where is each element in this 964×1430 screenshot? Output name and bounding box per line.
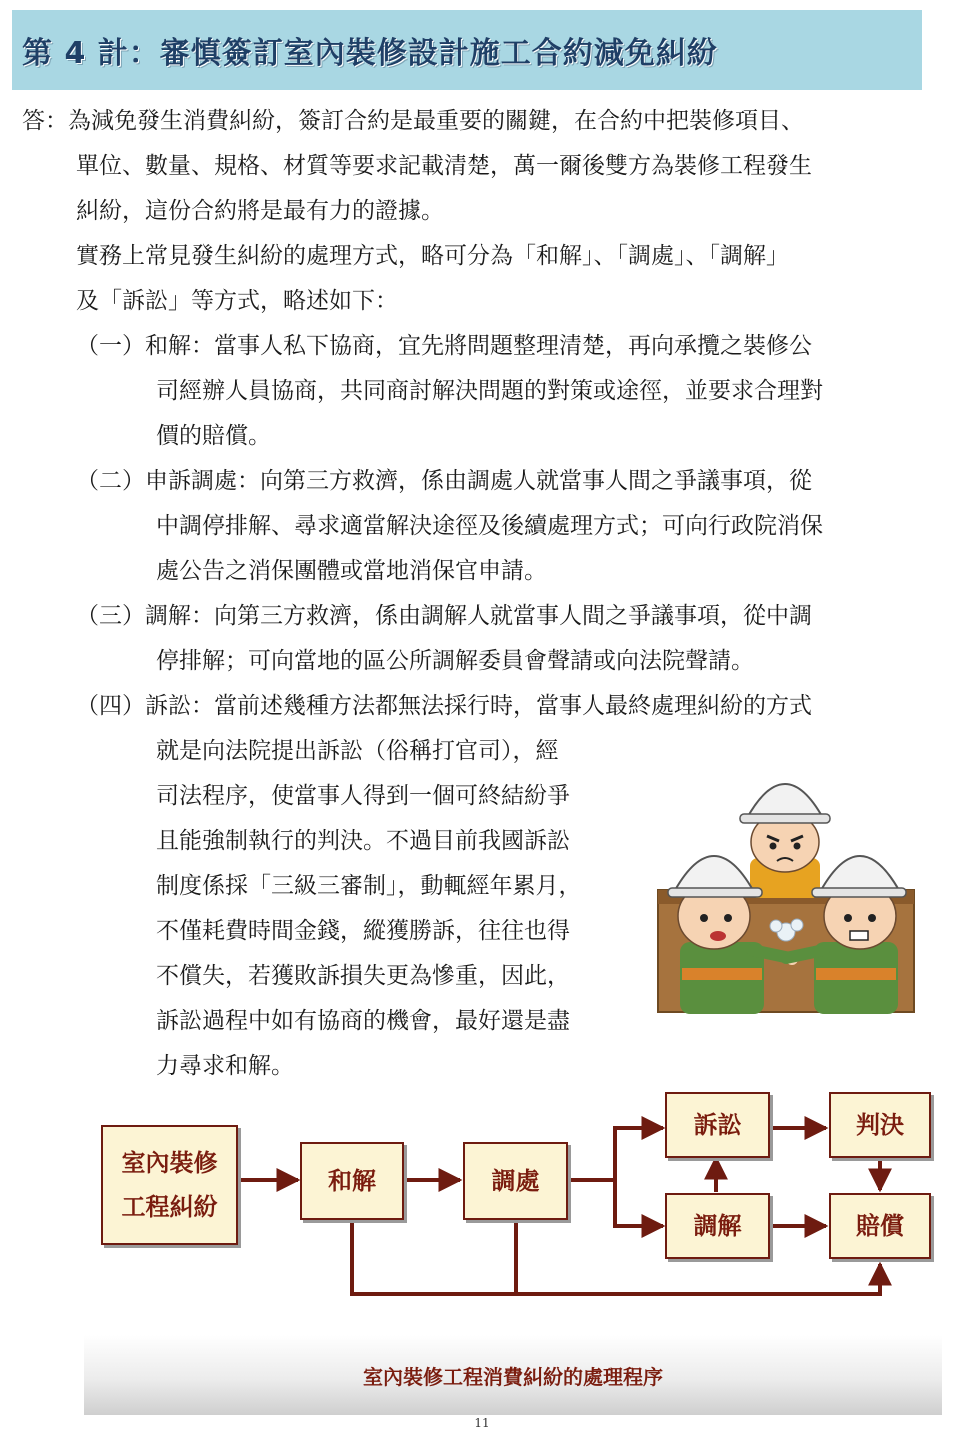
flow-start-line-2: 工程糾紛	[121, 1193, 218, 1221]
item-1-line-3: 價的賠償。	[156, 423, 271, 449]
diagram-caption-band	[84, 1335, 942, 1415]
answer-line-2: 單位、數量、規格、材質等要求記載清楚，萬一爾後雙方為裝修工程發生	[76, 153, 812, 179]
item-1-line-2: 司經辦人員協商，共同商討解決問題的對策或途徑，並要求合理對	[156, 378, 823, 404]
hardhat-left	[674, 856, 754, 892]
flow-box-mediation-consumer	[463, 1142, 568, 1220]
diagram-caption: 室內裝修工程消費糾紛的處理程序	[363, 1364, 663, 1389]
item-4-line-9: 力尋求和解。	[156, 1053, 294, 1079]
flow-box-mediation	[665, 1193, 770, 1259]
item-1-line-1: （一）和解：當事人私下協商，宜先將問題整理清楚，再向承攬之裝修公	[76, 333, 812, 359]
hardhat-right	[820, 856, 900, 892]
item-4-line-6: 不僅耗費時間金錢，縱獲勝訴，往往也得	[156, 918, 570, 944]
flow-box-settle	[300, 1142, 404, 1220]
flow-box-compensation	[829, 1193, 931, 1259]
flow-litigation-label: 訴訟	[693, 1111, 742, 1139]
item-4-line-2: 就是向法院提出訴訟（俗稱打官司），經	[156, 738, 559, 764]
arrow-mediation-to-mediate	[615, 1180, 663, 1226]
flow-box-judgment	[829, 1092, 931, 1158]
page-title: 第 4 計：審慎簽訂室內裝修設計施工合約減免糾紛	[22, 36, 718, 71]
flow-mediation-label: 調解	[693, 1212, 742, 1240]
item-4-line-3: 司法程序，使當事人得到一個可終結紛爭	[156, 783, 570, 809]
item-2-line-2: 中調停排解、尋求適當解決途徑及後續處理方式；可向行政院消保	[156, 513, 823, 539]
answer-line-1: 答：為減免發生消費糾紛，簽訂合約是最重要的關鍵，在合約中把裝修項目、	[22, 108, 804, 134]
flow-judgment-label: 判決	[856, 1111, 904, 1139]
item-4-line-4: 且能強制執行的判決。不過目前我國訴訟	[156, 828, 570, 854]
item-3-line-1: （三）調解：向第三方救濟，係由調解人就當事人間之爭議事項，從中調	[76, 603, 812, 629]
flow-box-start	[101, 1125, 238, 1245]
item-2-line-1: （二）申訴調處：向第三方救濟，係由調處人就當事人間之爭議事項，從	[76, 468, 812, 494]
page-number: 11	[474, 1416, 490, 1430]
worker-back	[740, 784, 830, 898]
flow-mediation-consumer-label: 調處	[491, 1167, 540, 1195]
flow-compensation-label: 賠償	[856, 1212, 904, 1240]
hardhat-back	[747, 784, 823, 818]
arrow-settle-to-compensation	[352, 1220, 880, 1294]
item-4-line-1: （四）訴訟：當前述幾種方法都無法採行時，當事人最終處理糾紛的方式	[76, 693, 812, 719]
answer-line-4: 實務上常見發生糾紛的處理方式，略可分為「和解」、「調處」、「調解」	[76, 243, 789, 269]
answer-line-3: 糾紛，這份合約將是最有力的證據。	[76, 198, 444, 224]
flow-box-litigation	[665, 1092, 770, 1158]
arguing-workers-illustration	[652, 740, 920, 1015]
item-4-line-7: 不償失，若獲敗訴損失更為慘重，因此，	[156, 963, 570, 989]
item-4-line-5: 制度係採「三級三審制」，動輒經年累月，	[156, 873, 582, 899]
flow-diagram	[0, 1080, 964, 1320]
item-3-line-2: 停排解；可向當地的區公所調解委員會聲請或向法院聲請。	[156, 648, 754, 674]
flow-start-line-1: 室內裝修	[121, 1149, 218, 1177]
title-banner	[12, 10, 922, 90]
item-2-line-3: 處公告之消保團體或當地消保官申請。	[156, 558, 547, 584]
answer-line-5: 及「訴訟」等方式，略述如下：	[76, 288, 398, 314]
arrow-mediation-to-litigation	[568, 1128, 663, 1180]
flow-settle-label: 和解	[328, 1167, 376, 1195]
item-4-line-8: 訴訟過程中如有協商的機會，最好還是盡	[156, 1008, 570, 1034]
